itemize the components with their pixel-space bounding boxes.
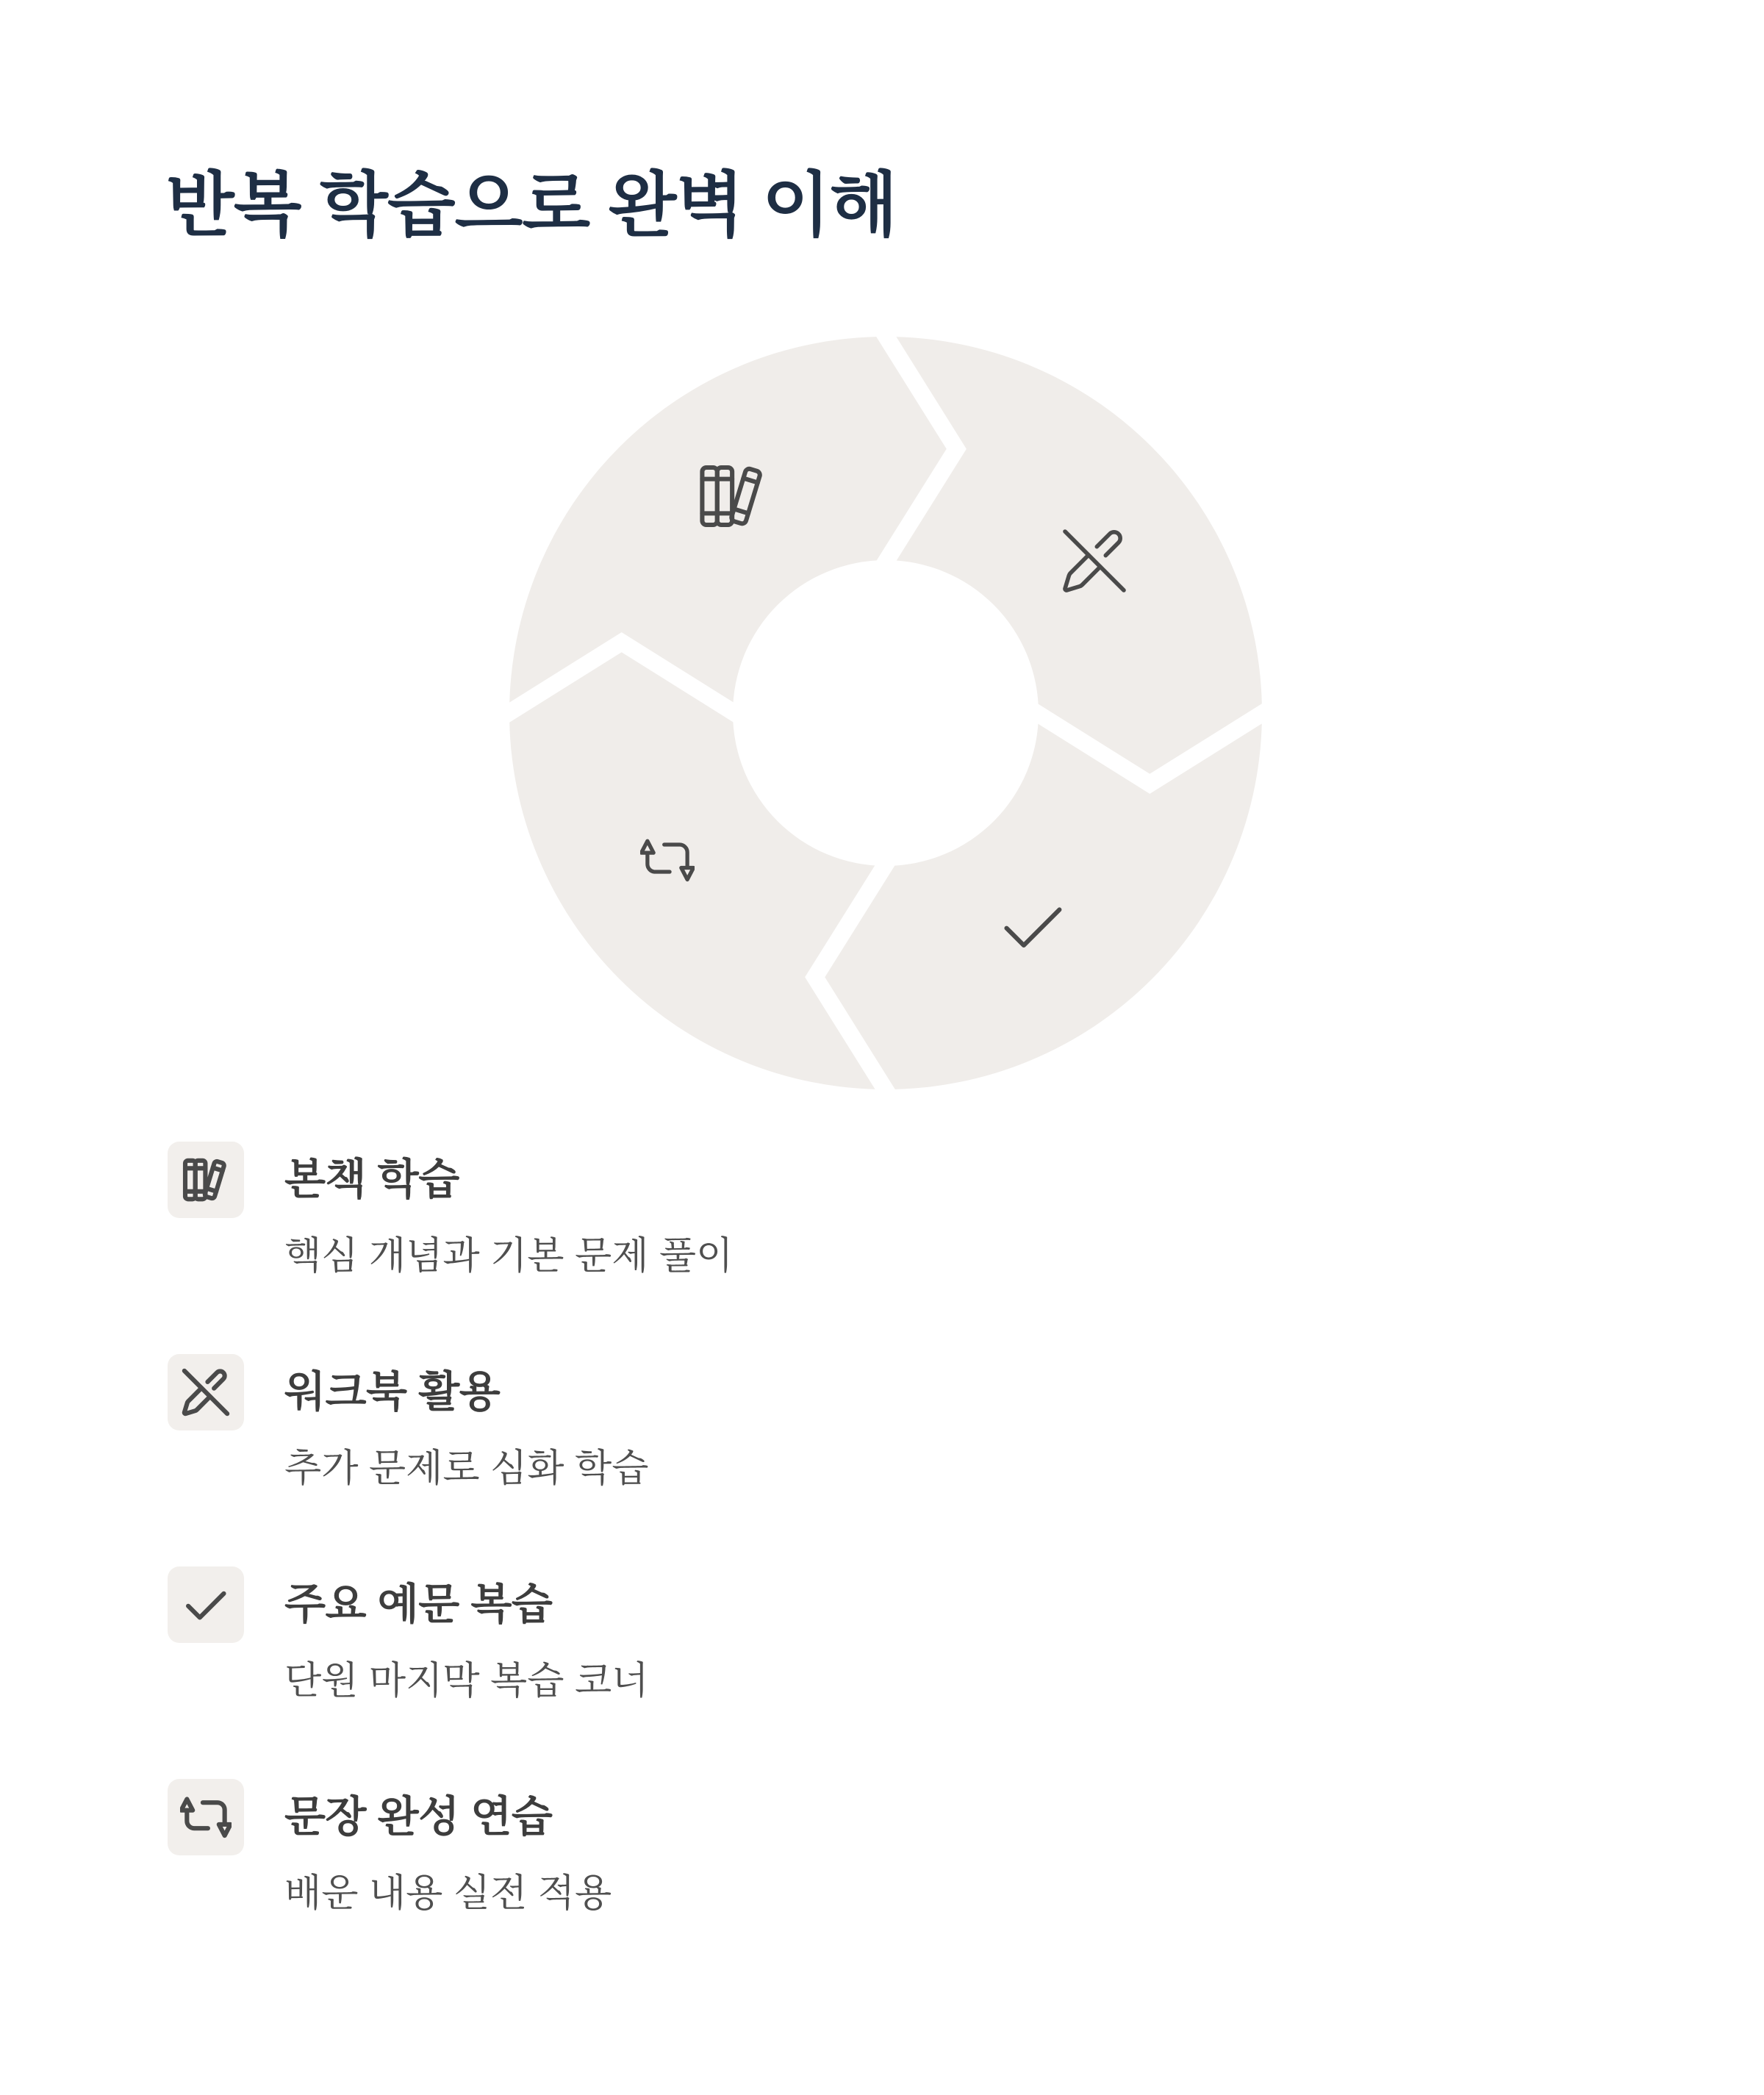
check-icon: [180, 1579, 232, 1630]
legend-item-description: 배운 내용 실전 적용: [284, 1872, 612, 1915]
legend-item-main-book: [168, 1142, 1197, 1278]
legend-item-title: 주요 예문 복습: [284, 1580, 553, 1628]
legend-item-description: 단원 마지막 복습 코너: [284, 1660, 649, 1702]
chip-books: [168, 1142, 244, 1218]
legend-item-sentence-practice: [168, 1779, 1197, 1913]
chip-repeat: [168, 1779, 244, 1855]
legend: [168, 1142, 1197, 1991]
legend-item-title: 문장 완성 연습: [284, 1793, 553, 1841]
repeat-icon: [180, 1791, 232, 1843]
legend-item-workbook: [168, 1354, 1197, 1488]
pencil-slash-icon: [180, 1367, 232, 1418]
legend-item-texts: [284, 1354, 648, 1488]
learning-cycle-diagram: [509, 337, 1262, 1089]
legend-item-texts: [284, 1142, 734, 1278]
legend-item-description: 핵심 개념과 기본 문제 풀이: [284, 1235, 734, 1278]
legend-item-texts: [284, 1779, 612, 1913]
legend-item-description: 추가 문제로 심화 학습: [284, 1447, 649, 1490]
chip-check: [168, 1566, 244, 1643]
legend-item-texts: [284, 1566, 648, 1700]
legend-item-title: 워크북 활용: [284, 1368, 501, 1416]
legend-item-title: 본책 학습: [284, 1156, 459, 1203]
page-title: 반복 학습으로 완벽 이해: [166, 166, 897, 245]
donut-ring: [509, 337, 1262, 1089]
chip-pencil-slash: [168, 1354, 244, 1430]
legend-item-review: [168, 1566, 1197, 1700]
books-icon: [180, 1154, 232, 1206]
